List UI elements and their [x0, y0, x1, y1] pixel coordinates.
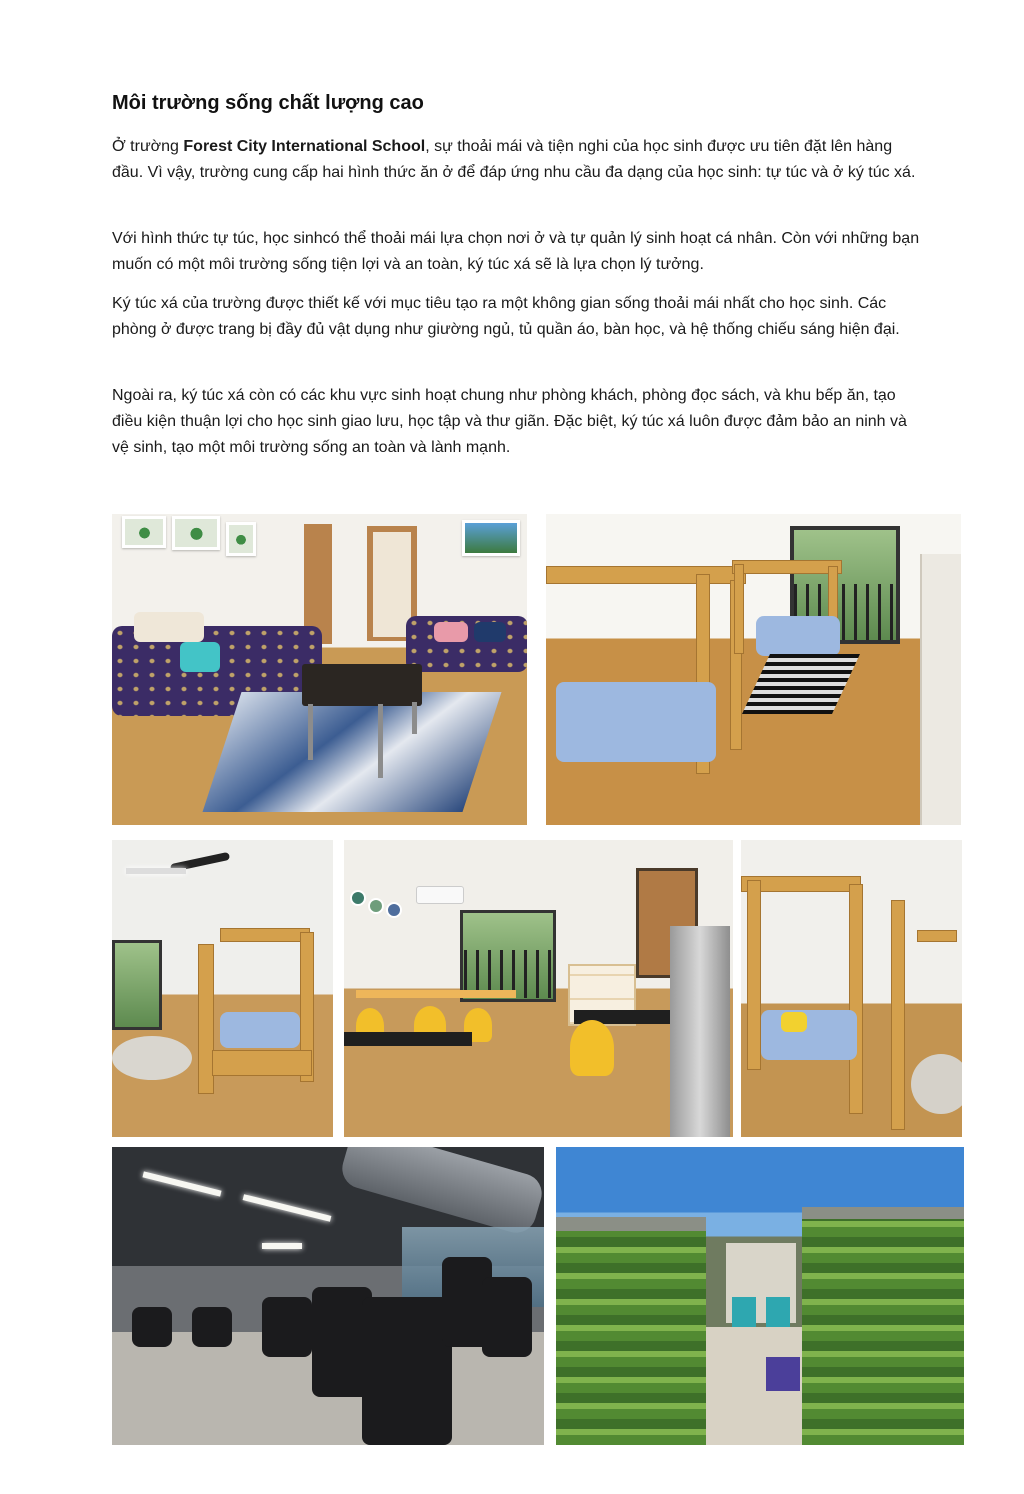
dark-desk [344, 1032, 472, 1046]
striped-rug [742, 654, 860, 714]
refrigerator [670, 926, 730, 1137]
bunk-room-photo [741, 840, 962, 1137]
courtyard-photo [556, 1147, 964, 1445]
treadmill [482, 1277, 532, 1357]
landscape-painting [462, 520, 520, 556]
cushion [434, 622, 468, 642]
wall-painting [122, 516, 166, 548]
elliptical-machine [362, 1297, 452, 1445]
wall-clock [368, 898, 384, 914]
wall-painting [172, 516, 220, 550]
bunk-room-photo [112, 840, 333, 1137]
ladder [891, 900, 905, 1130]
round-rug [112, 1036, 192, 1080]
bunk-bedroom-photo [546, 514, 961, 825]
self-housing-paragraph: Với hình thức tự túc, học sinhcó thể thoải mái lựa chọn nơi ở và tự quản lý sinh hoạt cá nhân. Còn với những bạn muốn có một môi trường sống tiện lợi và an toàn, ký túc xá sẽ là lựa chọn lý tưởng. [112, 230, 920, 273]
intro-text-end: , sự thoải mái và tiện nghi của học sinh được ưu tiên đặt lên hàng đầu. Vì vậy, trường cung cấp hai hình thức ăn ở để đáp ứng nhu cầu đa dạng của học sinh: tự túc và ở ký túc xá. [112, 138, 916, 181]
air-conditioner [416, 886, 464, 904]
coffee-table [302, 664, 422, 706]
wall-clock [350, 890, 366, 906]
exercise-bike [132, 1307, 172, 1347]
cushion [474, 622, 506, 642]
sports-court [766, 1357, 800, 1391]
wall-clock [386, 902, 402, 918]
wardrobe [920, 554, 961, 825]
study-table [356, 990, 516, 998]
round-rug [911, 1054, 962, 1114]
green-facade [802, 1219, 964, 1445]
air-duct [338, 1147, 544, 1237]
study-room-photo [344, 840, 733, 1137]
cushion [180, 642, 220, 672]
chair [570, 1020, 614, 1076]
exercise-bike [192, 1307, 232, 1347]
window [112, 940, 162, 1030]
living-room-photo [112, 514, 527, 825]
bed-mattress [556, 682, 716, 762]
page-title: Môi trường sống chất lượng cao [112, 92, 424, 114]
bunk-frame [546, 566, 746, 584]
intro-text-start: Ở trường [112, 138, 184, 155]
gym-photo [112, 1147, 544, 1445]
dorm-rooms-paragraph: Ký túc xá của trường được thiết kế với mục tiêu tạo ra một không gian sống thoải mái nhất cho học sinh. Các phòng ở được trang bị đầy đủ vật dụng như giường ngủ, tủ quần áo, bàn học, và hệ thống chiếu sáng hiện đại. [112, 295, 900, 338]
rug [203, 692, 502, 812]
common-areas-paragraph: Ngoài ra, ký túc xá còn có các khu vực sinh hoạt chung như phòng khách, phòng đọc sách, và khu bếp ăn, tạo điều kiện thuận lợi cho học sinh giao lưu, học tập và thư giãn. Đặc biệt, ký túc xá luôn được đảm bảo an ninh và vệ sinh, tạo một môi trường sống an toàn và lành mạnh. [112, 387, 907, 456]
school-name: Forest City International School [183, 138, 426, 155]
green-facade [556, 1231, 706, 1445]
plush-toy [781, 1012, 807, 1032]
intro-paragraph [112, 134, 920, 186]
exercise-bike [262, 1297, 312, 1357]
cushion [134, 612, 204, 642]
wall-painting [226, 522, 256, 556]
